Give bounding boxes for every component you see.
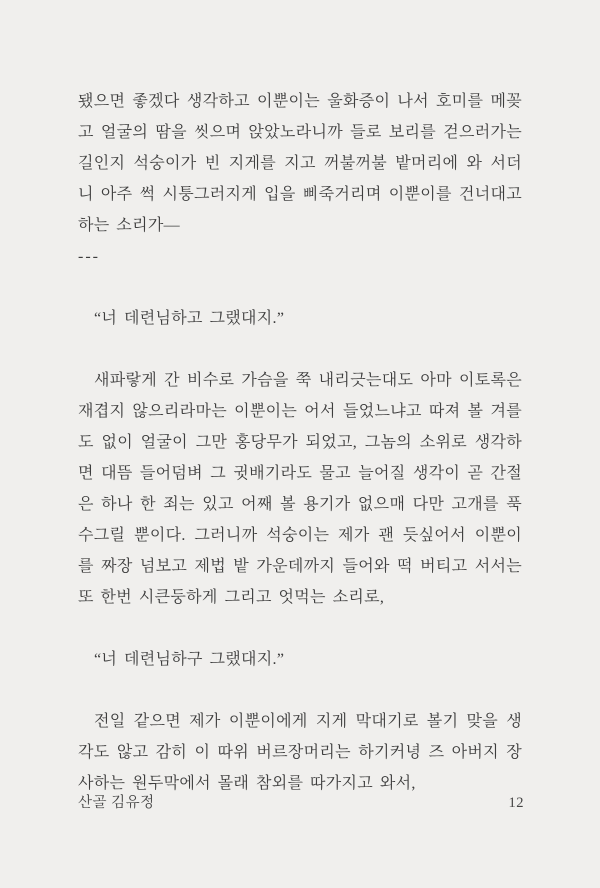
paragraph: 됐으면 좋겠다 생각하고 이뿐이는 울화증이 나서 호미를 메꽂고 얼굴의 땀을 씻으며 앉았노라니까 들로 보리를 걷으러가는 길인지 석숭이가 빈 지게를 지고 꺼불꺼불 밭머리에 와 서더니 아주 썩 시퉁그러지게 입을 삐죽거리며 이뿐이를 건너대고 하는 소리가—	[78, 93, 522, 234]
dialogue-line: “너 데련님하고 그랬대지.”	[94, 310, 285, 327]
paragraph: 전일 같으면 제가 이뿐이에게 지게 막대기로 볼기 맞을 생각도 않고 감히 이 따위 버르장머리는 하기커녕 즈 아버지 장사하는 원두막에서 몰래 참외를 따가지고 와서,	[78, 713, 522, 792]
paragraph: 새파랗게 간 비수로 가슴을 쭉 내리긋는대도 아마 이토록은 재겹지 않으리라마는 이뿐이는 어서 들었느냐고 따져 볼 겨를도 없이 얼굴이 그만 홍당무가 되었고, 그놈의 소위로 생각하면 대뜸 들어덤벼 그 귓배기라도 물고 늘어질 생각이 곧 간절은 하나 한 죄는 있고 어째 볼 용기가 없으매 다만 고개를 푹 수그릴 뿐이다. 그러니까 석숭이는 제가 괜 듯싶어서 이뿐이를 짜장 넘보고 제법 밭 가운데까지 들어와 떡 버티고 서서는 또 한번 시큰둥하게 그리고 엇먹는 소리로,	[78, 372, 522, 606]
book-title: 산골 김유정	[78, 795, 155, 811]
page-number: 12	[508, 795, 524, 811]
dash-line: ---	[78, 248, 100, 265]
page-footer	[78, 791, 524, 812]
dialogue-line: “너 데련님하구 그랬대지.”	[94, 651, 285, 668]
